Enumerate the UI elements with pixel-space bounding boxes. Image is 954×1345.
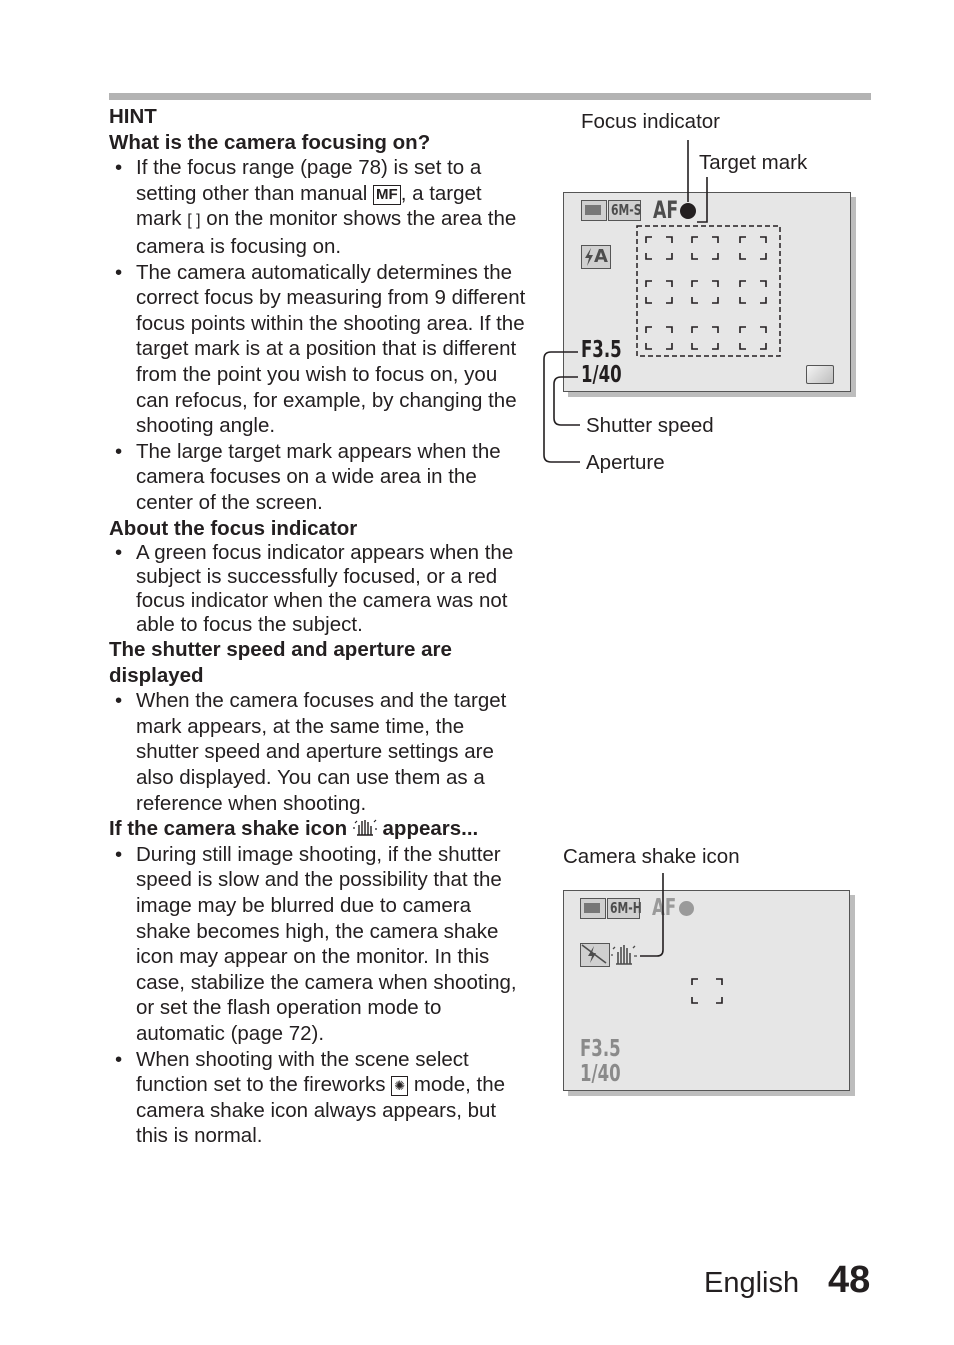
section-heading-focusing: What is the camera focusing on?: [109, 130, 431, 154]
aperture-value: F3.5: [580, 1036, 621, 1062]
aperture-value: F3.5: [581, 337, 622, 363]
resolution-badge: 6M-S: [608, 200, 641, 221]
footer-language: English: [704, 1267, 800, 1299]
label-aperture: Aperture: [586, 451, 665, 474]
label-shutter-speed: Shutter speed: [586, 414, 714, 437]
section-heading-shutter-aperture: The shutter speed and aperture are displayed: [109, 638, 452, 687]
list-item: • The large target mark appears when the camera focuses on a wide area in the center of the screen.: [109, 439, 529, 516]
shutter-speed-value: 1/40: [581, 362, 622, 388]
target-mark-icon: [ ]: [187, 212, 201, 230]
list-item: • A green focus indicator appears when the subject is successfully focused, or a red focus indicator when the camera was not able to focus the subject.: [109, 541, 529, 637]
label-camera-shake-icon: Camera shake icon: [563, 845, 740, 868]
af-label: AF: [653, 196, 679, 224]
hint-title: HINT: [109, 105, 157, 128]
section-heading-camera-shake: If the camera shake icon appears...: [109, 817, 479, 841]
shutter-speed-value: 1/40: [580, 1061, 621, 1087]
label-focus-indicator: Focus indicator: [581, 110, 721, 133]
fireworks-icon: ✺: [391, 1076, 408, 1096]
flash-auto-icon: A: [581, 245, 611, 269]
list-item: • During still image shooting, if the shutter speed is slow and the possibility that the image may be blurred due to camera shake becomes high, the camera shake icon may appear on the monitor. In this case, stabilize the camera when shooting, or set the flash operation mode to automatic (page 72).: [109, 842, 529, 1047]
list-item: • When shooting with the scene select function set to the fireworks ✺ mode, the camera shake icon always appears, but this is normal.: [109, 1047, 529, 1149]
list-item: • The camera automatically determines the correct focus by measuring from 9 different focus points within the shooting area. If the target mark is at a position that is different from the point you wish to focus on, you can refocus, for example, by changing the shooting angle.: [109, 260, 529, 439]
list-item: • When the camera focuses and the target mark appears, at the same time, the shutter speed and aperture settings are also displayed. You can use them as a reference when shooting.: [109, 688, 529, 816]
manual-focus-icon: MF: [373, 185, 401, 205]
resolution-badge: 6M-H: [607, 898, 640, 919]
af-label: AF: [652, 895, 677, 921]
list-item: • If the focus range (page 78) is set to a setting other than manual MF , a target mark [ ] on the monitor shows the area the camera is focusing on.: [109, 155, 529, 259]
section-heading-focus-indicator: About the focus indicator: [109, 516, 358, 540]
page-number: 48: [828, 1259, 871, 1301]
label-target-mark: Target mark: [699, 151, 808, 174]
